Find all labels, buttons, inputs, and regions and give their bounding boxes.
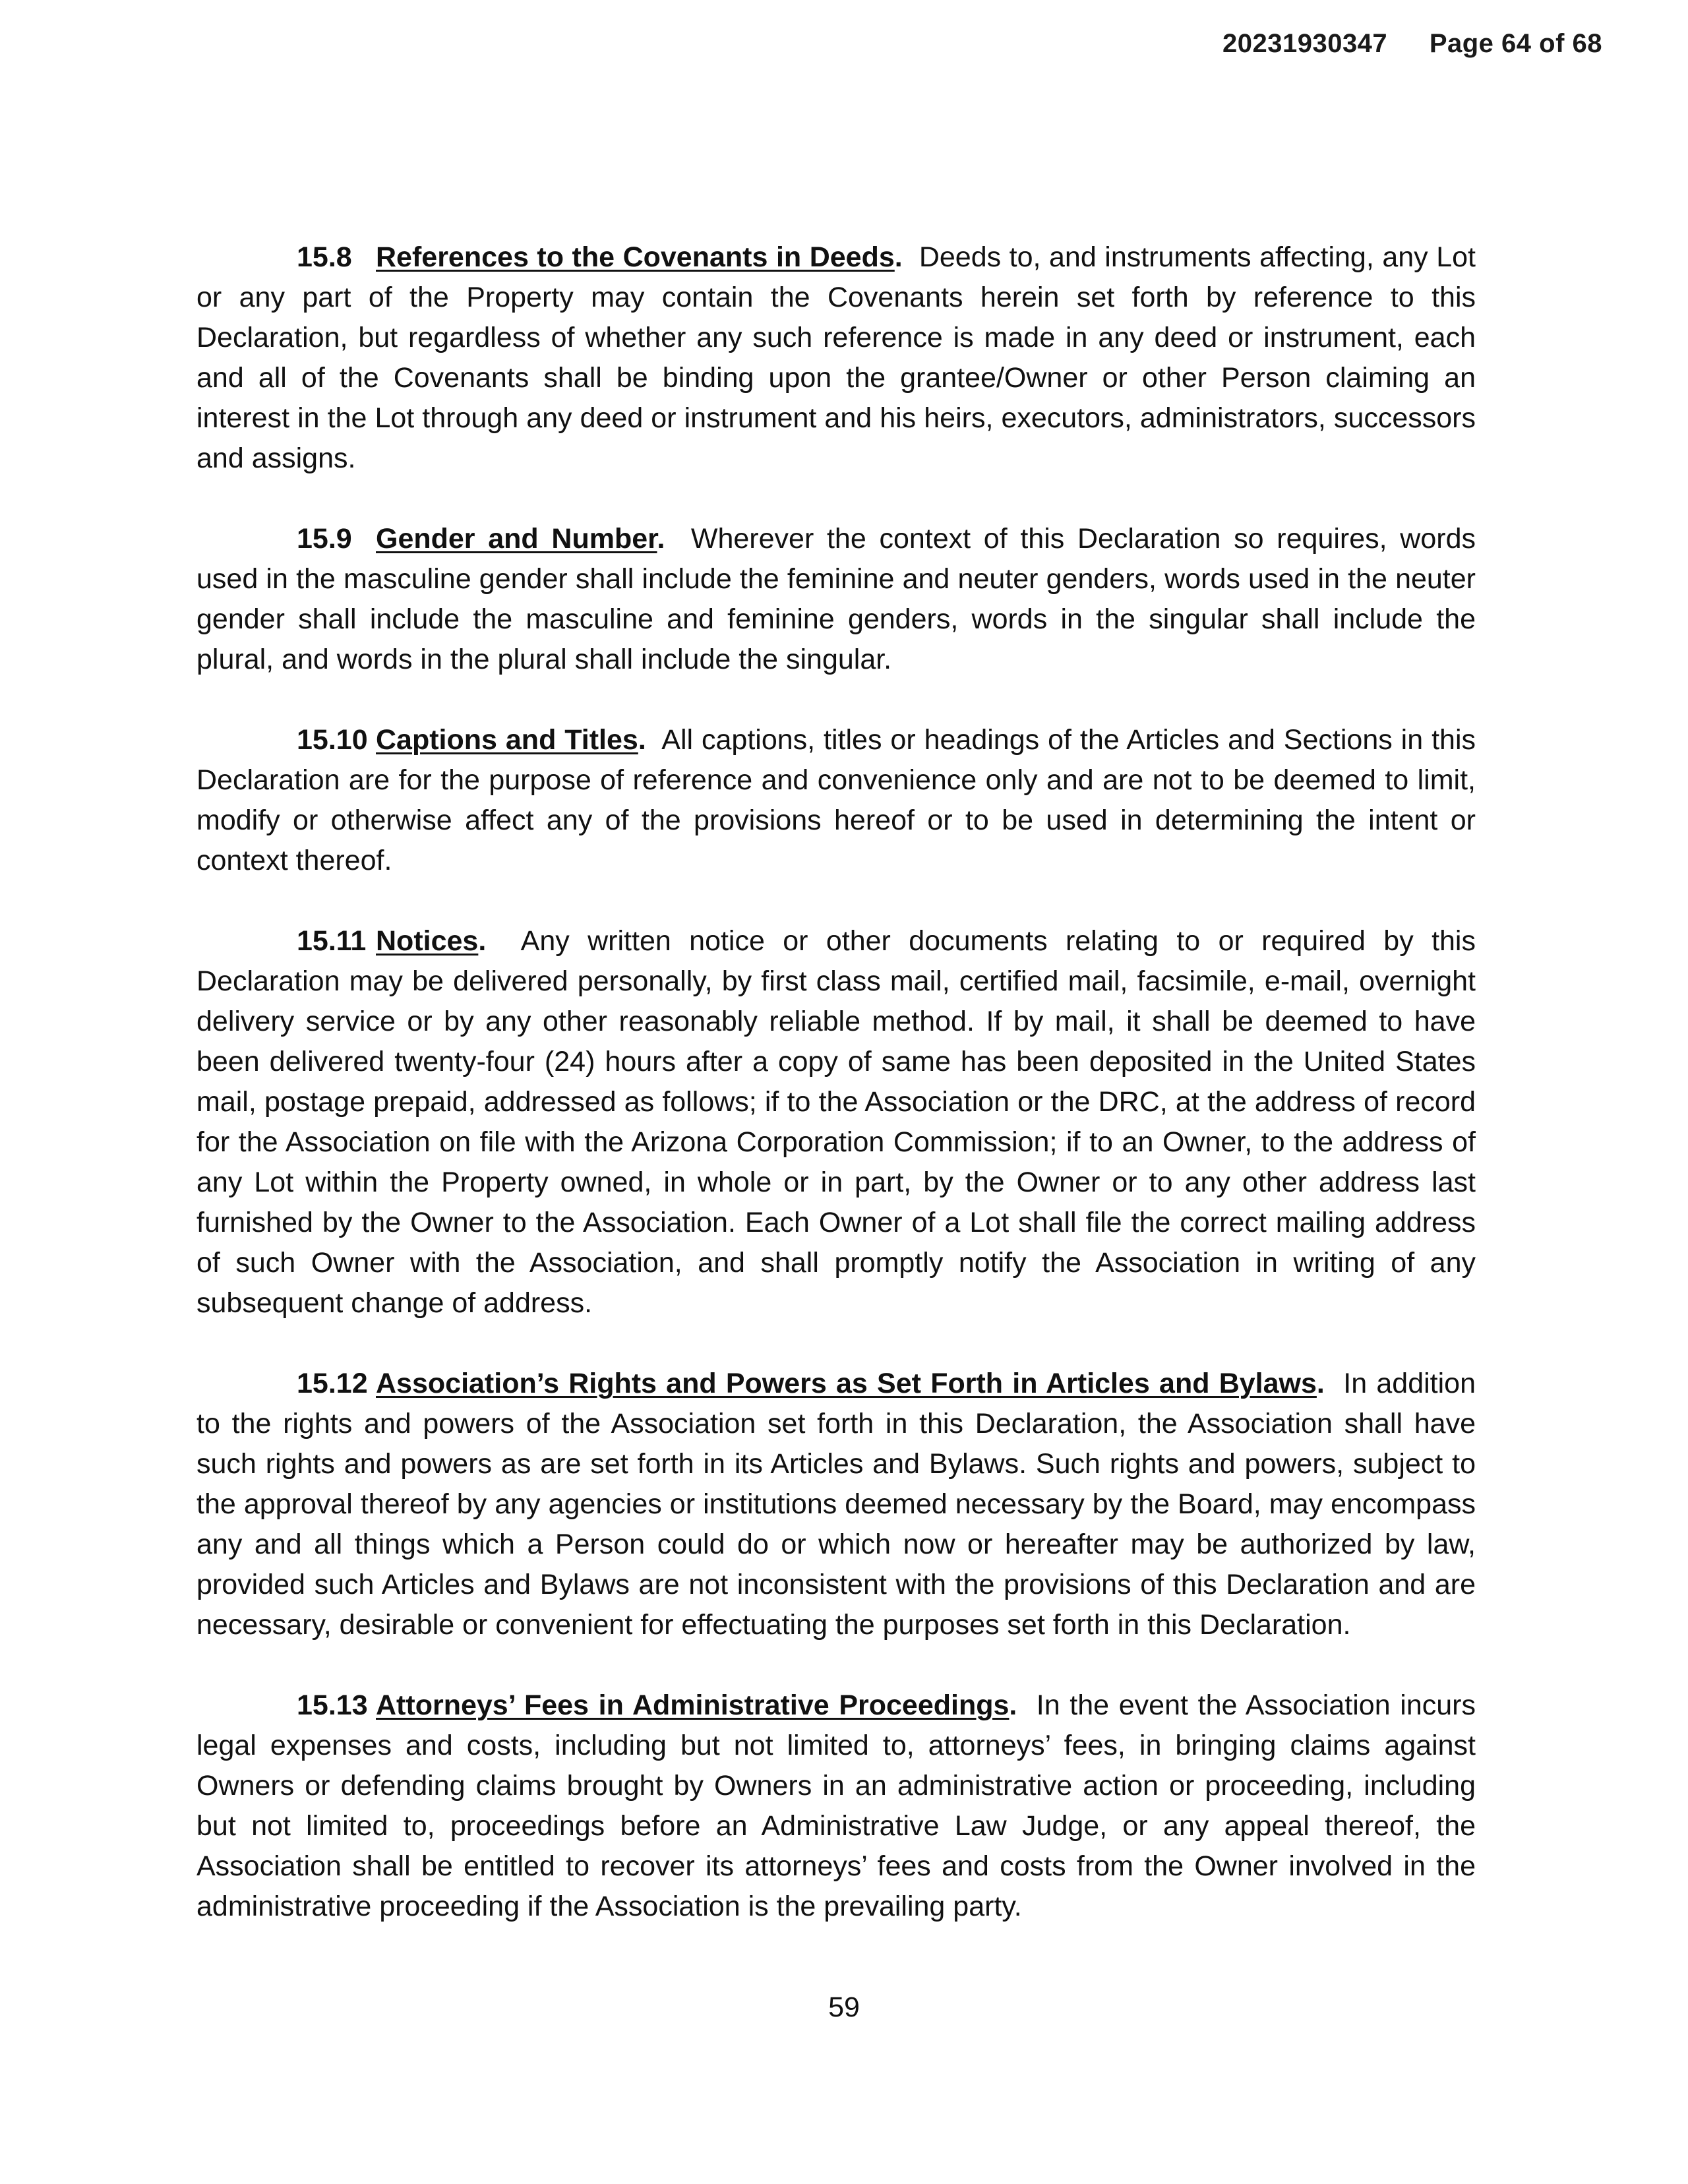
section-number: 15.13 [297, 1689, 368, 1721]
page-header [1222, 29, 1602, 59]
document-number: 20231930347 [1222, 29, 1388, 58]
section-number: 15.9 [297, 523, 352, 555]
section-body: In the event the Association incurs legal expenses and costs, including but not limited to, attorneys’ fees, in bringing claims against Owners or defending claims brought by Owners in an administrative action or proceeding, including but not limited to, proceedings before an Administrative Law Judge, or any appeal thereof, the Association shall be entitled to recover its attorneys’ fees and costs from the Owner involved in the administrative proceeding if the Association is the prevailing party. [196, 1689, 1476, 1922]
section-15-8: 15.8 References to the Covenants in Deeds. Deeds to, and instruments affecting, any Lot or any part of the Property may contain the Covenants herein set forth by reference to this Declaration, but regardless of whether any such reference is made in any deed or instrument, each and all of the Covenants shall be binding upon the grantee/Owner or other Person claiming an interest in the Lot through any deed or instrument and his heirs, executors, administrators, successors and assigns. [196, 237, 1476, 479]
section-body: In addition to the rights and powers of the Association set forth in this Declaration, the Association shall have such rights and powers as are set forth in its Articles and Bylaws. Such rights and powers, subject to the approval thereof by any agencies or institutions deemed necessary by the Board, may encompass any and all things which a Person could do or which now or hereafter may be authorized by law, provided such Articles and Bylaws are not inconsistent with the provisions of this Declaration and are necessary, desirable or convenient for effectuating the purposes set forth in this Declaration. [196, 1368, 1476, 1641]
section-title: Captions and Titles [376, 724, 638, 756]
section-15-12: 15.12 Association’s Rights and Powers as Set Forth in Articles and Bylaws. In addition to the rights and powers of the Association set forth in this Declaration, the Association shall have such rights and powers as are set forth in its Articles and Bylaws. Such rights and powers, subject to the approval thereof by any agencies or institutions deemed necessary by the Board, may encompass any and all things which a Person could do or which now or hereafter may be authorized by law, provided such Articles and Bylaws are not inconsistent with the provisions of this Declaration and are necessary, desirable or convenient for effectuating the purposes set forth in this Declaration. [196, 1364, 1476, 1645]
section-number: 15.10 [297, 724, 368, 756]
section-15-11: 15.11 Notices. Any written notice or other documents relating to or required by this Declaration may be delivered personally, by first class mail, certified mail, facsimile, e-mail, overnight delivery service or by any other reasonably reliable method. If by mail, it shall be deemed to have been delivered twenty-four (24) hours after a copy of same has been deposited in the United States mail, postage prepaid, addressed as follows; if to the Association or the DRC, at the address of record for the Association on file with the Arizona Corporation Commission; if to an Owner, to the address of any Lot within the Property owned, in whole or in part, by the Owner or to any other address last furnished by the Owner to the Association. Each Owner of a Lot shall file the correct mailing address of such Owner with the Association, and shall promptly notify the Association in writing of any subsequent change of address. [196, 921, 1476, 1323]
section-title: Attorneys’ Fees in Administrative Proceedings [376, 1689, 1010, 1721]
section-title: References to the Covenants in Deeds [376, 241, 895, 273]
section-15-13: 15.13 Attorneys’ Fees in Administrative Proceedings. In the event the Association incurs legal expenses and costs, including but not limited to, attorneys’ fees, in bringing claims against Owners or defending claims brought by Owners in an administrative action or proceeding, including but not limited to, proceedings before an Administrative Law Judge, or any appeal thereof, the Association shall be entitled to recover its attorneys’ fees and costs from the Owner involved in the administrative proceeding if the Association is the prevailing party. [196, 1685, 1476, 1927]
section-body: Deeds to, and instruments affecting, any Lot or any part of the Property may contain the Covenants herein set forth by reference to this Declaration, but regardless of whether any such reference is made in any deed or instrument, each and all of the Covenants shall be binding upon the grantee/Owner or other Person claiming an interest in the Lot through any deed or instrument and his heirs, executors, administrators, successors and assigns. [196, 241, 1476, 474]
section-body: Any written notice or other documents relating to or required by this Declaration may be delivered personally, by first class mail, certified mail, facsimile, e-mail, overnight delivery service or by any other reasonably reliable method. If by mail, it shall be deemed to have been delivered twenty-four (24) hours after a copy of same has been deposited in the United States mail, postage prepaid, addressed as follows; if to the Association or the DRC, at the address of record for the Association on file with the Arizona Corporation Commission; if to an Owner, to the address of any Lot within the Property owned, in whole or in part, by the Owner or to any other address last furnished by the Owner to the Association. Each Owner of a Lot shall file the correct mailing address of such Owner with the Association, and shall promptly notify the Association in writing of any subsequent change of address. [196, 925, 1476, 1319]
section-number: 15.8 [297, 241, 352, 273]
section-title: Association’s Rights and Powers as Set Forth in Articles and Bylaws [376, 1368, 1317, 1399]
section-15-9: 15.9 Gender and Number. Wherever the context of this Declaration so requires, words used in the masculine gender shall include the feminine and neuter genders, words used in the neuter gender shall include the masculine and feminine genders, words in the singular shall include the plural, and words in the plural shall include the singular. [196, 519, 1476, 680]
section-body: Wherever the context of this Declaration so requires, words used in the masculine gender shall include the feminine and neuter genders, words used in the neuter gender shall include the masculine and feminine genders, words in the singular shall include the plural, and words in the plural shall include the singular. [196, 523, 1476, 675]
section-number: 15.12 [297, 1368, 368, 1399]
page-number: 59 [828, 1991, 860, 2023]
section-number: 15.11 [297, 925, 367, 957]
section-title: Notices [376, 925, 479, 957]
section-body: All captions, titles or headings of the Articles and Sections in this Declaration are for the purpose of reference and convenience only and are not to be deemed to limit, modify or otherwise affect any of the provisions hereof or to be used in determining the intent or context thereof. [196, 724, 1476, 876]
section-15-10: 15.10 Captions and Titles. All captions, titles or headings of the Articles and Sections in this Declaration are for the purpose of reference and convenience only and are not to be deemed to limit, modify or otherwise affect any of the provisions hereof or to be used in determining the intent or context thereof. [196, 720, 1476, 881]
section-title: Gender and Number [376, 523, 657, 555]
page-label: Page 64 of 68 [1429, 29, 1602, 58]
document-body [196, 237, 1476, 1967]
